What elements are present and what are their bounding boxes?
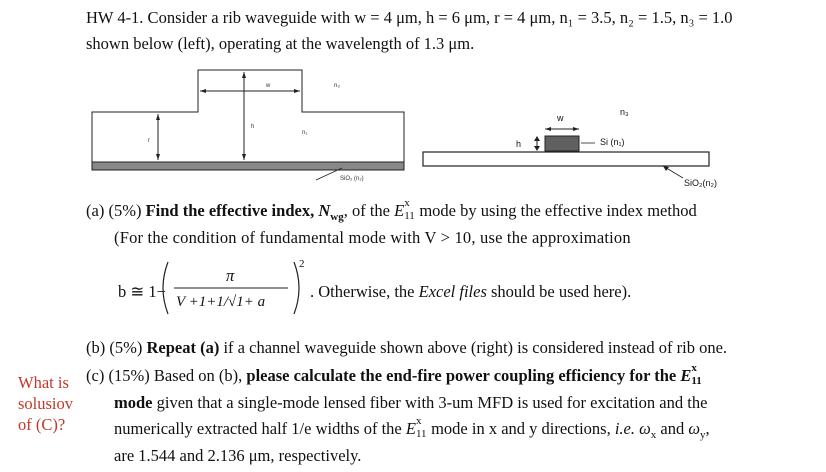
- w-arrow-left: [200, 89, 206, 93]
- part-c-line3-b: mode in x and y directions,: [431, 419, 611, 438]
- part-c-line3-a: numerically extracted half 1/e widths of the: [114, 419, 402, 438]
- formula-tail: [310, 282, 631, 302]
- part-c-line3-sup: x: [415, 415, 422, 427]
- left-label-n1: n₁: [302, 130, 308, 136]
- part-a-symbol: N: [318, 201, 331, 220]
- part-c-line3-wx: ω: [639, 419, 651, 438]
- substrate-band: [92, 162, 404, 170]
- r-arrow-bottom: [156, 154, 160, 160]
- sio2-substrate: [423, 152, 709, 166]
- formula-numerator: π: [226, 266, 235, 285]
- part-b-bold: Repeat (a): [146, 338, 220, 357]
- formula-tail-italic: Excel files: [418, 282, 487, 301]
- formula-tail-1: . Otherwise, the: [310, 282, 419, 301]
- part-a-marker: (a): [86, 201, 105, 220]
- formula-left-paren: [163, 262, 168, 314]
- part-c-line3-sub: 11: [415, 428, 427, 440]
- h-arrow-top-right: [534, 136, 540, 141]
- part-c-line-2: [114, 393, 707, 413]
- part-a-weight: (5%): [108, 201, 142, 220]
- part-c-bold1: please calculate the end-fire power coupling efficiency for the: [246, 366, 677, 385]
- part-b: [86, 338, 727, 358]
- part-c-line-4: are 1.544 and 2.136 μm, respectively.: [114, 446, 362, 465]
- h-arrow-bottom: [242, 154, 246, 160]
- part-c-mode-sub: 11: [691, 375, 702, 387]
- part-c-line3-end: ,: [705, 419, 710, 438]
- part-c-line3-E: E: [405, 419, 416, 438]
- part-c-line3-wy: ω: [688, 419, 701, 438]
- part-a-mode-sup: x: [404, 197, 410, 209]
- part-b-marker: (b): [86, 338, 106, 357]
- part-a-line-1: [86, 197, 697, 223]
- w-arrow-right-right: [573, 127, 579, 131]
- h-arrow-top: [242, 72, 246, 78]
- channel-waveguide-figure: [415, 100, 735, 190]
- h-arrow-bottom-right: [534, 146, 540, 151]
- part-a-symbol-sub: wg: [330, 211, 344, 223]
- part-a-mode-E: E: [394, 201, 405, 220]
- left-label-sio2: SiO₂ (n₂): [340, 176, 364, 182]
- right-label-si: Si (n₁): [600, 137, 625, 147]
- right-label-n3: n₃: [620, 107, 629, 117]
- problem-line-2: shown below (left), operating at the wavelength of 1.3 μm.: [86, 34, 475, 53]
- part-c-bold2: mode: [114, 393, 153, 412]
- part-a-text-end: mode by using the effective index method: [419, 201, 697, 220]
- part-c-line3-ie: i.e.: [614, 419, 636, 438]
- side-note-line-3: of (C)?: [18, 415, 66, 434]
- w-arrow-right: [294, 89, 300, 93]
- right-label-h: h: [516, 139, 522, 149]
- part-a-line-2: (For the condition of fundamental mode with V > 10, use the approximation: [114, 228, 631, 247]
- part-a-bold: Find the effective index,: [145, 201, 315, 220]
- part-b-text: if a channel waveguide shown above (right) is considered instead of rib one.: [223, 338, 728, 357]
- left-label-w: w: [266, 83, 271, 89]
- part-a-mode-sub: 11: [404, 210, 415, 222]
- part-c-text1: Based on (b),: [153, 366, 243, 385]
- rib-outline: [92, 70, 404, 162]
- part-c-line3-wy-sub: y: [700, 429, 706, 441]
- sio2-leader-arrow: [663, 166, 669, 171]
- part-c-mode-sup: x: [691, 362, 697, 374]
- w-arrow-left-right: [545, 127, 551, 131]
- left-label-n3: n₃: [334, 83, 340, 89]
- part-a-text-after: , of the: [343, 201, 390, 220]
- side-note-line-2: solusiov: [18, 394, 74, 413]
- rib-waveguide-figure: [80, 60, 410, 195]
- left-label-r: r: [148, 138, 150, 144]
- problem-line-1: HW 4-1. Consider a rib waveguide with w = 4 μm, h = 6 μm, r = 4 μm, n₁ = 3.5, n₂ = 1.5, n₃ = 1.0: [86, 8, 733, 27]
- right-label-sio2: SiO₂(n₂): [684, 178, 717, 188]
- part-c-mode-E: E: [680, 366, 692, 385]
- part-c-line2-rest: given that a single-mode lensed fiber with 3-um MFD is used for excitation and the: [156, 393, 708, 412]
- r-arrow-top: [156, 114, 160, 120]
- formula-exponent: 2: [299, 258, 305, 270]
- formula-lhs: b ≅ 1−: [118, 282, 166, 301]
- part-c-line-3: [114, 415, 710, 441]
- si-core: [545, 136, 579, 151]
- part-c-line3-wx-sub: x: [650, 429, 657, 441]
- side-note-line-1: What is: [18, 373, 69, 392]
- right-label-w: w: [557, 113, 564, 123]
- part-c-marker: (c): [86, 366, 105, 385]
- part-c-line3-and: and: [660, 419, 685, 438]
- part-b-weight: (5%): [109, 338, 143, 357]
- formula-denominator: V +1+1/√1+ a: [176, 294, 266, 310]
- formula-tail-2: should be used here).: [486, 282, 632, 301]
- part-c-weight: (15%): [108, 366, 150, 385]
- part-c-line-1: [86, 362, 705, 387]
- left-label-h: h: [251, 124, 255, 130]
